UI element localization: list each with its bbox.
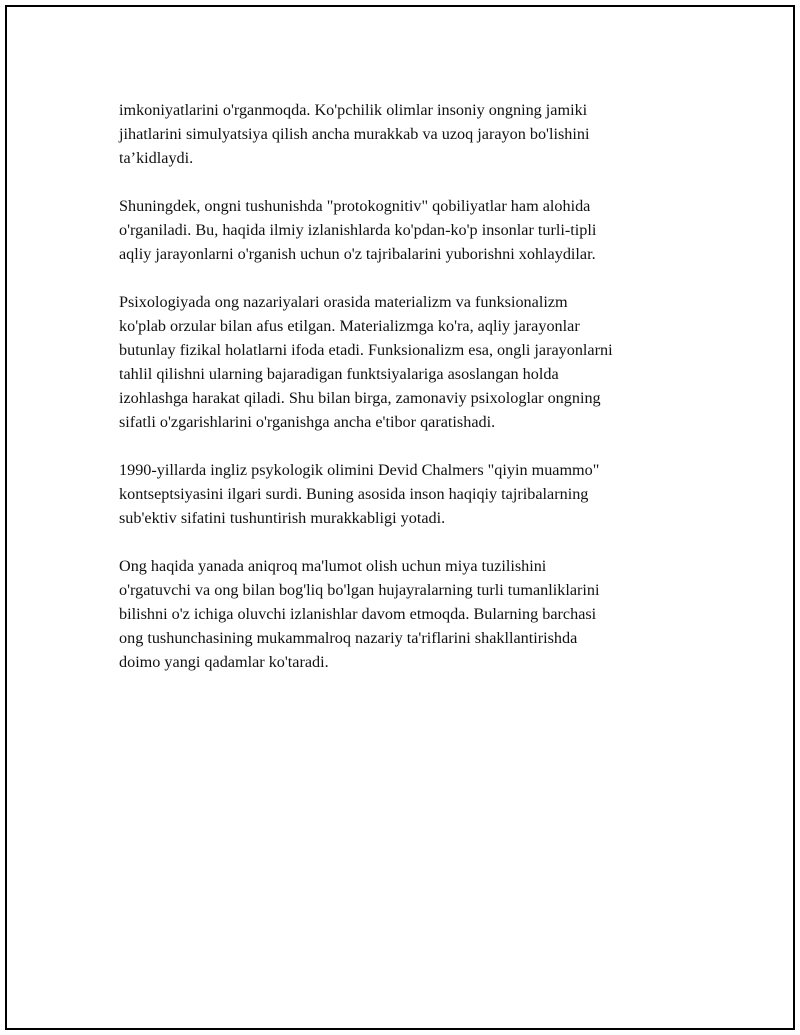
text-line: doimo yangi qadamlar ko'taradi. [119, 653, 329, 671]
text-line: sifatli o'zgarishlarini o'rganishga ancha e'tibor qaratishadi. [119, 413, 496, 431]
text-line: o'rganiladi. Bu, haqida ilmiy izlanishlarda ko'pdan-ko'p insonlar turli-tipli [119, 221, 597, 239]
text-line: tahlil qilishni ularning bajaradigan funktsiyalariga asoslangan holda [119, 365, 559, 383]
paragraph-3 [119, 290, 689, 434]
paragraph-5 [119, 554, 689, 674]
text-line: 1990-yillarda ingliz psykologik olimini Devid Chalmers "qiyin muammo" [119, 461, 600, 479]
text-line: Psixologiyada ong nazariyalari orasida materializm va funksionalizm [119, 293, 568, 311]
text-line: aqliy jarayonlarni o'rganish uchun o'z tajribalarini yuborishni xohlaydilar. [119, 245, 596, 263]
paragraph-2 [119, 194, 689, 266]
paragraph-4 [119, 458, 689, 530]
text-line: bilishni o'z ichiga oluvchi izlanishlar davom etmoqda. Bularning barchasi [119, 605, 597, 623]
text-line: Shuningdek, ongni tushunishda "protokognitiv" qobiliyatlar ham alohida [119, 197, 591, 215]
text-line: kontseptsiyasini ilgari surdi. Buning asosida inson haqiqiy tajribalarning [119, 485, 589, 503]
text-line: butunlay fizikal holatlarni ifoda etadi. Funksionalizm esa, ongli jarayonlarni [119, 341, 613, 359]
document-page [5, 5, 795, 1030]
text-line: imkoniyatlarini o'rganmoqda. Ko'pchilik olimlar insoniy ongning jamiki [119, 101, 588, 119]
text-line: o'rgatuvchi va ong bilan bog'liq bo'lgan hujayralarning turli tumanliklarini [119, 581, 600, 599]
text-line: Ong haqida yanada aniqroq ma'lumot olish uchun miya tuzilishini [119, 557, 547, 575]
document-body [119, 98, 689, 698]
text-line: sub'ektiv sifatini tushuntirish murakkabligi yotadi. [119, 509, 446, 527]
text-line: ong tushunchasining mukammalroq nazariy ta'riflarini shakllantirishda [119, 629, 578, 647]
paragraph-1 [119, 98, 689, 170]
text-line: izohlashga harakat qiladi. Shu bilan birga, zamonaviy psixologlar ongning [119, 389, 601, 407]
text-line: jihatlarini simulyatsiya qilish ancha murakkab va uzoq jarayon bo'lishini [119, 125, 590, 143]
text-line: ta’kidlaydi. [119, 149, 194, 167]
text-line: ko'plab orzular bilan afus etilgan. Materializmga ko'ra, aqliy jarayonlar [119, 317, 580, 335]
